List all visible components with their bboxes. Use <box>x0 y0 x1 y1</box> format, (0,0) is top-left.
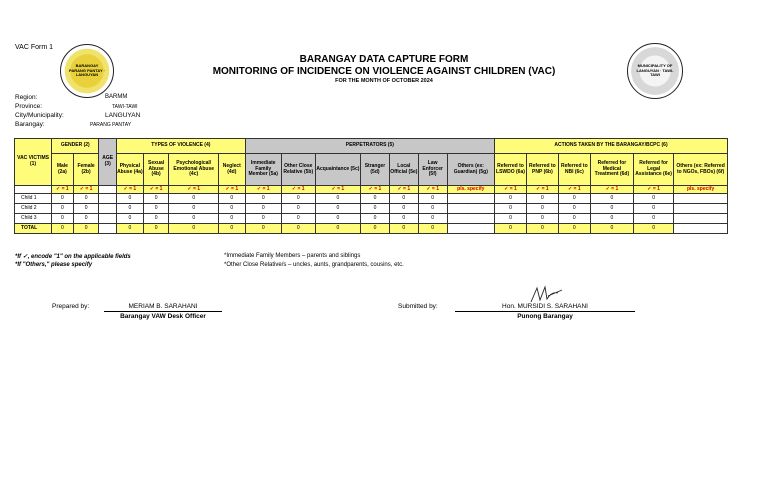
total-cell: 0 <box>245 224 281 234</box>
hint-cell: ✓ = 1 <box>281 186 315 194</box>
medical-header: Referred for Medical Treatment (6d) <box>590 154 633 186</box>
table-cell[interactable]: 0 <box>590 204 633 214</box>
note-relatives: *Other Close Relative/s – uncles, aunts, grandparents, cousins, etc. <box>224 262 404 268</box>
row-label: Child 3 <box>15 214 52 224</box>
types-header: TYPES OF VIOLENCE (4) <box>116 139 245 154</box>
barangay-seal-text: BARANGAY PARANG PANTAY · LANGUYAN <box>68 63 105 78</box>
total-cell <box>99 224 117 234</box>
note-others: *If "Others," please specify <box>15 262 93 268</box>
hint-cell: ✓ = 1 <box>558 186 590 194</box>
perp-others-header: Others (ex: Guardian) (5g) <box>447 154 494 186</box>
table-cell[interactable]: 0 <box>52 194 74 204</box>
row-label: Child 1 <box>15 194 52 204</box>
region-value: BARMM <box>105 94 128 100</box>
prepared-title: Barangay VAW Desk Officer <box>120 313 206 320</box>
table-cell[interactable]: 0 <box>315 214 360 224</box>
hint-cell: pls. specify <box>447 186 494 194</box>
hint-cell: ✓ = 1 <box>245 186 281 194</box>
acquaintance-header: Acquaintance (5c) <box>315 154 360 186</box>
table-cell[interactable]: 0 <box>634 214 674 224</box>
table-cell[interactable]: 0 <box>245 204 281 214</box>
total-cell: 0 <box>281 224 315 234</box>
female-header: Female (2b) <box>73 154 99 186</box>
hint-cell <box>15 186 52 194</box>
table-cell[interactable]: 0 <box>169 214 218 224</box>
age-header: AGE (3) <box>99 139 117 186</box>
table-cell[interactable]: 0 <box>389 214 418 224</box>
table-cell[interactable]: 0 <box>361 214 390 224</box>
table-cell[interactable]: 0 <box>590 194 633 204</box>
table-cell[interactable]: 0 <box>281 214 315 224</box>
table-row <box>15 194 728 204</box>
total-cell: 0 <box>590 224 633 234</box>
table-cell[interactable]: 0 <box>526 194 558 204</box>
total-cell: 0 <box>634 224 674 234</box>
form-number: VAC Form 1 <box>15 44 53 51</box>
total-cell: 0 <box>526 224 558 234</box>
hint-cell: ✓ = 1 <box>116 186 143 194</box>
table-cell[interactable]: 0 <box>361 194 390 204</box>
actions-header: ACTIONS TAKEN BY THE BARANGAY/BCPC (6) <box>495 139 728 154</box>
psychological-abuse-header: Psychological/ Emotional Abuse (4c) <box>169 154 218 186</box>
table-cell[interactable]: 0 <box>526 204 558 214</box>
hint-cell: ✓ = 1 <box>590 186 633 194</box>
table-cell[interactable]: 0 <box>218 214 245 224</box>
table-cell[interactable] <box>447 204 494 214</box>
table-cell[interactable] <box>674 214 728 224</box>
victims-header: VAC VICTIMS (1) <box>15 139 52 186</box>
barangay-line <box>15 121 132 128</box>
total-cell <box>447 224 494 234</box>
hint-cell: ✓ = 1 <box>73 186 99 194</box>
total-cell: 0 <box>558 224 590 234</box>
table-cell[interactable]: 0 <box>389 194 418 204</box>
prepared-label: Prepared by: <box>52 303 90 310</box>
vac-table <box>14 138 728 234</box>
table-cell[interactable]: 0 <box>143 194 169 204</box>
table-cell[interactable] <box>674 204 728 214</box>
table-cell[interactable] <box>99 204 117 214</box>
table-cell[interactable]: 0 <box>418 204 447 214</box>
city-label: City/Municipality: <box>15 112 64 119</box>
table-cell[interactable]: 0 <box>169 204 218 214</box>
table-cell[interactable]: 0 <box>73 194 99 204</box>
total-cell: 0 <box>361 224 390 234</box>
barangay-label: Barangay: <box>15 121 45 128</box>
perpetrators-header: PERPETRATORS (5) <box>245 139 494 154</box>
hint-cell: ✓ = 1 <box>52 186 74 194</box>
total-row <box>15 224 728 234</box>
table-cell[interactable]: 0 <box>116 194 143 204</box>
table-cell[interactable]: 0 <box>495 204 527 214</box>
hint-cell: ✓ = 1 <box>361 186 390 194</box>
note-family: *Immediate Family Members – parents and siblings <box>224 253 361 259</box>
total-cell: 0 <box>143 224 169 234</box>
table-cell[interactable]: 0 <box>73 204 99 214</box>
total-cell: 0 <box>418 224 447 234</box>
gender-header: GENDER (2) <box>52 139 99 154</box>
table-cell[interactable]: 0 <box>169 194 218 204</box>
local-official-header: Local Official (5e) <box>389 154 418 186</box>
total-cell: 0 <box>52 224 74 234</box>
table-cell[interactable]: 0 <box>315 204 360 214</box>
total-cell: 0 <box>315 224 360 234</box>
hint-cell: ✓ = 1 <box>315 186 360 194</box>
table-cell[interactable] <box>99 214 117 224</box>
table-cell[interactable]: 0 <box>558 194 590 204</box>
physical-abuse-header: Physical Abuse (4a) <box>116 154 143 186</box>
table-cell[interactable]: 0 <box>143 214 169 224</box>
table-cell[interactable]: 0 <box>143 204 169 214</box>
table-cell[interactable]: 0 <box>315 194 360 204</box>
prepared-name: MERIAM B. SARAHANI <box>128 303 198 310</box>
table-cell[interactable]: 0 <box>52 204 74 214</box>
hint-cell: ✓ = 1 <box>218 186 245 194</box>
table-cell[interactable]: 0 <box>245 214 281 224</box>
nbi-header: Referred to NBI (6c) <box>558 154 590 186</box>
hint-cell: ✓ = 1 <box>143 186 169 194</box>
hint-cell: ✓ = 1 <box>526 186 558 194</box>
region-line <box>15 94 128 101</box>
total-cell: 0 <box>389 224 418 234</box>
hint-cell <box>99 186 117 194</box>
province-label: Province: <box>15 103 43 110</box>
table-cell[interactable]: 0 <box>418 194 447 204</box>
hint-cell: pls. specify <box>674 186 728 194</box>
stranger-header: Stranger (5d) <box>361 154 390 186</box>
table-cell[interactable] <box>99 194 117 204</box>
other-relative-header: Other Close Relative (5b) <box>281 154 315 186</box>
table-cell[interactable]: 0 <box>495 214 527 224</box>
table-cell[interactable]: 0 <box>526 214 558 224</box>
hint-row <box>15 186 728 194</box>
province-value: TAWI-TAWI <box>112 104 138 110</box>
form-period: FOR THE MONTH OF OCTOBER 2024 <box>335 78 433 84</box>
hint-cell: ✓ = 1 <box>389 186 418 194</box>
row-label: Child 2 <box>15 204 52 214</box>
table-cell[interactable]: 0 <box>281 194 315 204</box>
table-cell[interactable] <box>447 194 494 204</box>
city-value: LANGUYAN <box>105 112 141 119</box>
table-row <box>15 214 728 224</box>
hint-cell: ✓ = 1 <box>634 186 674 194</box>
table-cell[interactable]: 0 <box>558 214 590 224</box>
legal-header: Referred for Legal Assistance (6e) <box>634 154 674 186</box>
table-cell[interactable]: 0 <box>116 204 143 214</box>
form-title: BARANGAY DATA CAPTURE FORM <box>299 54 469 65</box>
region-label: Region: <box>15 94 38 101</box>
submitted-label: Submitted by: <box>398 303 438 310</box>
sexual-abuse-header: Sexual Abuse (4b) <box>143 154 169 186</box>
table-cell[interactable]: 0 <box>418 214 447 224</box>
pnp-header: Referred to PNP (6b) <box>526 154 558 186</box>
table-cell[interactable]: 0 <box>73 214 99 224</box>
submitted-signature-line <box>455 311 635 312</box>
table-cell[interactable]: 0 <box>281 204 315 214</box>
table-cell[interactable]: 0 <box>245 194 281 204</box>
hint-cell: ✓ = 1 <box>169 186 218 194</box>
table-cell[interactable]: 0 <box>558 204 590 214</box>
male-header: Male (2a) <box>52 154 74 186</box>
law-enforcer-header: Law Enforcer (5f) <box>418 154 447 186</box>
table-cell[interactable]: 0 <box>52 214 74 224</box>
submitted-name: Hon. MURSIDI S. SARAHANI <box>502 303 588 310</box>
hint-cell: ✓ = 1 <box>418 186 447 194</box>
table-cell[interactable]: 0 <box>389 204 418 214</box>
barangay-value: PARANG PANTAY <box>90 122 132 128</box>
form-subtitle: MONITORING OF INCIDENCE ON VIOLENCE AGAINST CHILDREN (VAC) <box>212 66 556 77</box>
lswdo-header: Referred to LSWDO (6a) <box>495 154 527 186</box>
total-cell: 0 <box>116 224 143 234</box>
province-line <box>15 103 138 110</box>
table-cell[interactable]: 0 <box>218 204 245 214</box>
prepared-signature-line <box>104 311 222 312</box>
action-others-header: Others (ex: Referred to NGOs, FBOs) (6f) <box>674 154 728 186</box>
immediate-family-header: Immediate Family Member (5a) <box>245 154 281 186</box>
table-cell[interactable]: 0 <box>495 194 527 204</box>
table-cell[interactable] <box>674 194 728 204</box>
table-cell[interactable]: 0 <box>634 204 674 214</box>
submitted-title: Punong Barangay <box>517 313 573 320</box>
note-encode: *If ✓, encode "1" on the applicable fields <box>15 254 131 260</box>
table-row <box>15 204 728 214</box>
table-cell[interactable]: 0 <box>218 194 245 204</box>
table-cell[interactable] <box>447 214 494 224</box>
neglect-header: Neglect (4d) <box>218 154 245 186</box>
table-cell[interactable]: 0 <box>116 214 143 224</box>
total-cell: 0 <box>73 224 99 234</box>
total-cell: 0 <box>169 224 218 234</box>
municipality-seal-text: MUNICIPALITY OF LANGUYAN · TAWI-TAWI <box>636 63 674 78</box>
table-cell[interactable]: 0 <box>361 204 390 214</box>
total-cell: 0 <box>495 224 527 234</box>
table-cell[interactable]: 0 <box>590 214 633 224</box>
total-cell <box>674 224 728 234</box>
table-cell[interactable]: 0 <box>634 194 674 204</box>
total-cell: 0 <box>218 224 245 234</box>
hint-cell: ✓ = 1 <box>495 186 527 194</box>
total-label: TOTAL <box>15 224 52 234</box>
city-line <box>15 112 141 119</box>
